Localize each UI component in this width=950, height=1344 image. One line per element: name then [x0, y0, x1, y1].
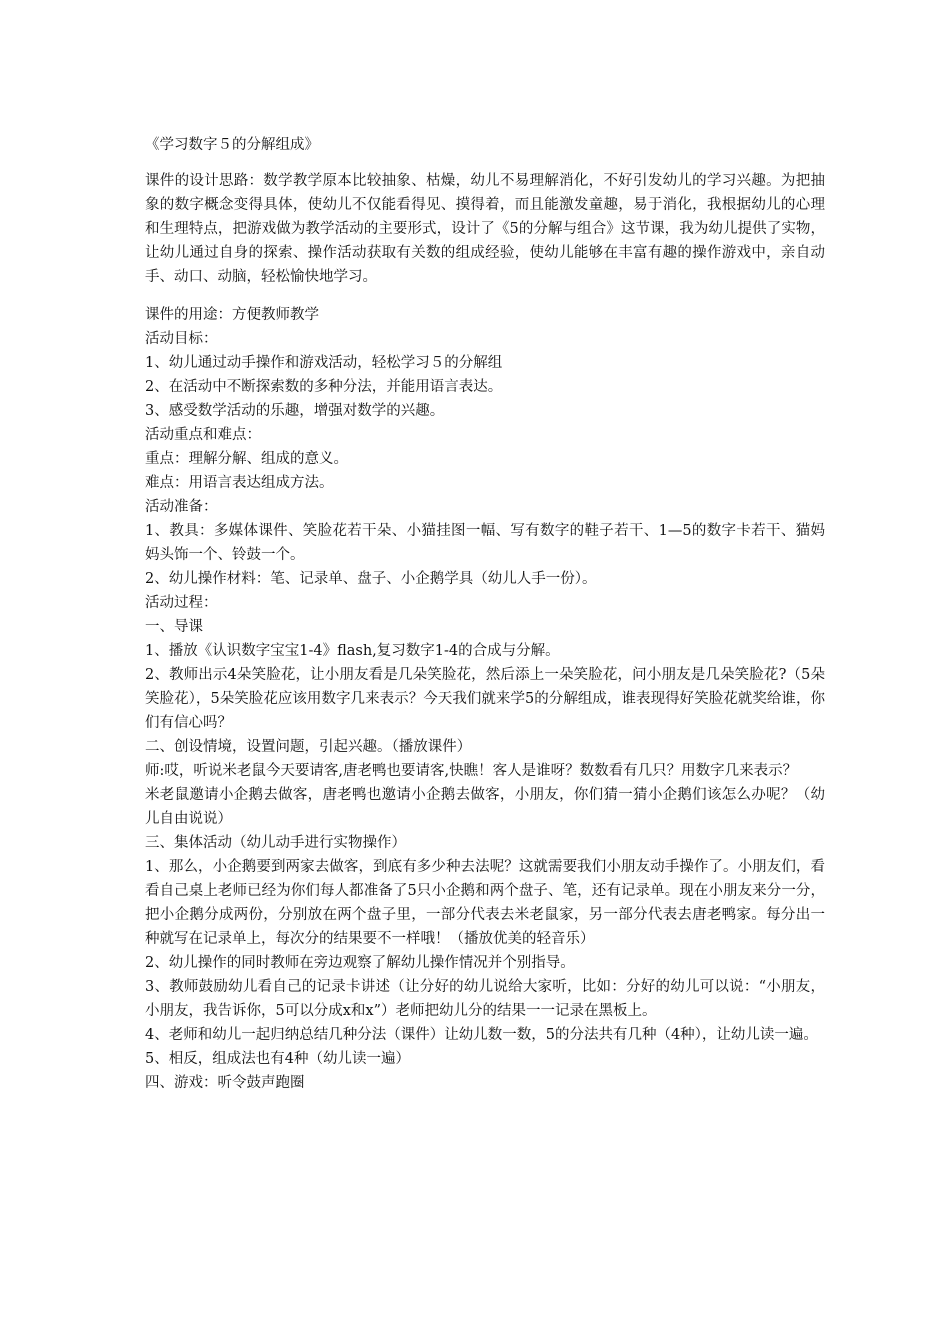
- goals-heading: 活动目标：: [145, 331, 218, 347]
- goal-item-1: 1、幼儿通过动手操作和游戏活动，轻松学习５的分解组: [145, 355, 503, 371]
- section2-paragraph-1: 师:哎，听说米老鼠今天要请客,唐老鸭也要请客,快瞧！客人是谁呀？数数看有几只？用数字几来表示？: [145, 763, 798, 779]
- section1-item-2: 2、教师出示4朵笑脸花，让小朋友看是几朵笑脸花，然后添上一朵笑脸花，问小朋友是几朵笑脸花?（5朵笑脸花），5朵笑脸花应该用数字几来表示？今天我们就来学5的分解组成，谁表现得好笑脸花就奖给谁，你们有信心吗？: [145, 667, 825, 731]
- section3-item-5: 5、相反，组成法也有4种（幼儿读一遍）: [145, 1051, 410, 1067]
- section3-item-3: 3、教师鼓励幼儿看自己的记录卡讲述（让分好的幼儿说给大家听，比如：分好的幼儿可以说：“小朋友，小朋友，我告诉你，5可以分成x和x”）老师把幼儿分的结果一一记录在黑板上。: [145, 979, 825, 1019]
- paragraph-gap: [145, 289, 825, 303]
- preparation-item-2: 2、幼儿操作材料：笔、记录单、盘子、小企鹅学具（幼儿人手一份）。: [145, 571, 597, 587]
- preparation-heading: 活动准备：: [145, 499, 218, 515]
- goal-item-3: 3、感受数学活动的乐趣，增强对数学的兴趣。: [145, 403, 445, 419]
- section1-item-1: 1、播放《认识数字宝宝1-4》flash,复习数字1-4的合成与分解。: [145, 643, 560, 659]
- section-heading-4: 四、游戏：听令鼓声跑圈: [145, 1075, 305, 1091]
- section3-item-2: 2、幼儿操作的同时教师在旁边观察了解幼儿操作情况并个别指导。: [145, 955, 575, 971]
- document-body: [145, 133, 825, 1095]
- focus-heading: 活动重点和难点：: [145, 427, 261, 443]
- process-heading: 活动过程：: [145, 595, 218, 611]
- focus-difficulty: 难点：用语言表达组成方法。: [145, 475, 334, 491]
- goal-item-2: 2、在活动中不断探索数的多种分法，并能用语言表达。: [145, 379, 503, 395]
- preparation-item-1: 1、教具：多媒体课件、笑脸花若干朵、小猫挂图一幅、写有数字的鞋子若干、1—5的数字卡若干、猫妈妈头饰一个、铃鼓一个。: [145, 523, 825, 563]
- section2-paragraph-2: 米老鼠邀请小企鹅去做客，唐老鸭也邀请小企鹅去做客，小朋友，你们猜一猜小企鹅们该怎么办呢？（幼儿自由说说）: [145, 787, 825, 827]
- purpose-line: 课件的用途：方便教师教学: [145, 307, 319, 323]
- section3-item-4: 4、老师和幼儿一起归纳总结几种分法（课件）让幼儿数一数，5的分法共有几种（4种），让幼儿读一遍。: [145, 1027, 818, 1043]
- focus-key-point: 重点：理解分解、组成的意义。: [145, 451, 348, 467]
- section3-item-1: 1、那么，小企鹅要到两家去做客，到底有多少种去法呢？这就需要我们小朋友动手操作了。小朋友们，看看自己桌上老师已经为你们每人都准备了5只小企鹅和两个盘子、笔，还有记录单。现在小朋友来分一分，把小企鹅分成两份，分别放在两个盘子里，一部分代表去米老鼠家，另一部分代表去唐老鸭家。每分出一种就写在记录单上，每次分的结果要不一样哦！（播放优美的轻音乐）: [145, 859, 825, 947]
- section-heading-1: 一、导课: [145, 619, 203, 635]
- intro-paragraph: 课件的设计思路：数学教学原本比较抽象、枯燥，幼儿不易理解消化，不好引发幼儿的学习兴趣。为把抽象的数字概念变得具体，使幼儿不仅能看得见、摸得着，而且能激发童趣，易于消化，我根据幼儿的心理和生理特点，把游戏做为教学活动的主要形式，设计了《5的分解与组合》这节课，我为幼儿提供了实物，让幼儿通过自身的探索、操作活动获取有关数的组成经验，使幼儿能够在丰富有趣的操作游戏中，亲自动手、动口、动脑，轻松愉快地学习。: [145, 173, 825, 285]
- section-heading-2: 二、创设情境，设置问题，引起兴趣。（播放课件）: [145, 739, 472, 755]
- section-heading-3: 三、集体活动（幼儿动手进行实物操作）: [145, 835, 406, 851]
- document-title: 《学习数字５的分解组成》: [145, 137, 319, 153]
